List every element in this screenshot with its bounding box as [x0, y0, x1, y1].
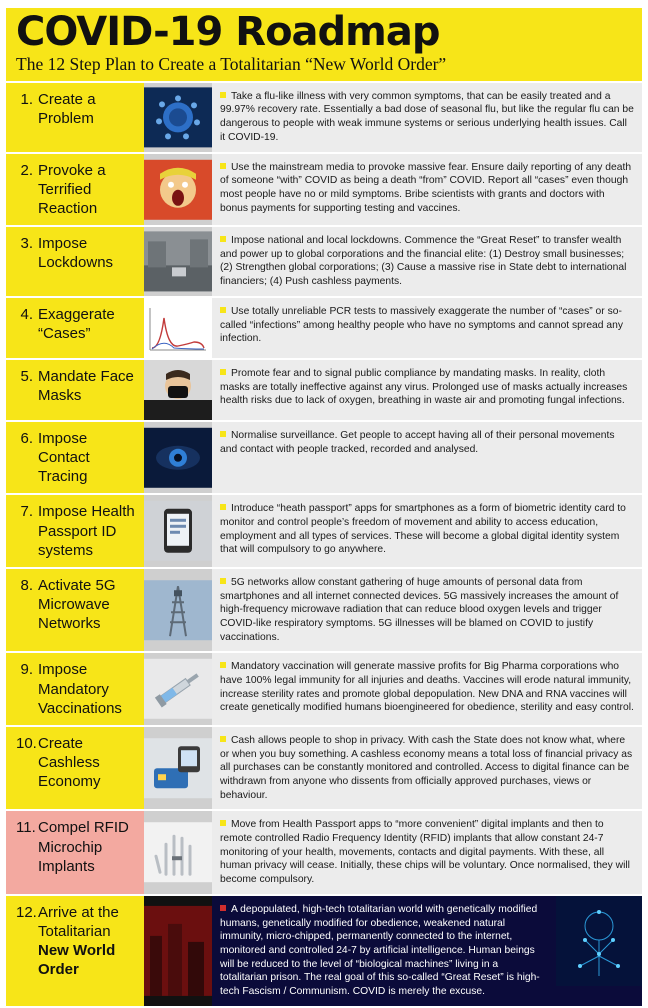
step-title: Impose Contact Tracing — [38, 429, 90, 486]
5g-mast-tower-image — [144, 569, 212, 651]
step-label — [6, 727, 144, 809]
step-label — [6, 422, 144, 494]
step-label — [6, 154, 144, 226]
step-number: 3. — [20, 235, 33, 253]
coronavirus-particle-image — [144, 83, 212, 152]
step-description: Mandatory vaccination will generate massive profits for Big Pharma corporations who have 100% legal immunity for all injuries and deaths. Vaccines will erode natural immunity, increase sterility rates and promote global depopulation. New DNA and RNA vaccines will create genetically modified humans bioengineered for obedience, sterility and easy control. — [212, 653, 642, 725]
step-number: 7. — [20, 503, 33, 521]
step-label — [6, 360, 144, 420]
step-number: 5. — [20, 367, 33, 385]
step-title: Create Cashless Economy — [38, 734, 101, 791]
step-number: 8. — [20, 576, 33, 594]
step-row — [6, 83, 642, 154]
step-description: Promote fear and to signal public compliance by mandating masks. In reality, cloth masks are totally ineffective against any virus. Prolonged use of masks actually increases health risks due to lack of oxygen, breathing in waste air and promoting fungal infections. — [212, 360, 642, 420]
step-number: 9. — [20, 661, 33, 679]
step-description: Use totally unreliable PCR tests to massively exaggerate the number of “cases” or so-called “infections” among healthy people who have no symptoms and cannot spread any infection. — [212, 298, 642, 358]
step-description: Normalise surveillance. Get people to accept having all of their personal movements and contact with people tracked, recorded and analysed. — [212, 422, 642, 494]
step-title: Exaggerate “Cases” — [38, 305, 115, 343]
step-title: Impose Lockdowns — [38, 235, 114, 272]
step-description: A depopulated, high-tech totalitarian world with genetically modified humans, genetically modified for obedience, weakened natural immunity, micro-chipped, permanently connected to the internet, monitored and controlled 24-7 by artificial intelligence. Human beings will be reduced to the level of “biological machines” living in a totalitarian prison. The real goal of this so-called “Great Reset” is high-tech Fascism / Communism. COVID is merely the excuse. — [212, 896, 556, 1006]
step-number: 11. — [16, 819, 36, 837]
step-row — [6, 422, 642, 496]
step-row — [6, 227, 642, 298]
surveillance-eye-image — [144, 422, 212, 494]
step-label — [6, 83, 144, 152]
step-description: Cash allows people to shop in privacy. With cash the State does not know what, where or when you buy something. A cashless economy means a total loss of financial privacy as all purchases can be constantly monitored and controlled. Access to digital finance can be withdrawn from anyone who dissents from officially approved purchases, views or behaviour. — [212, 727, 642, 809]
step-label — [6, 495, 144, 567]
step-title: Impose Health Passport ID systems — [38, 503, 135, 559]
step-title: Provoke a Terrified Reaction — [38, 161, 106, 217]
step-number: 1. — [20, 90, 33, 108]
step-number: 2. — [20, 161, 33, 179]
step-row — [6, 360, 642, 422]
step-description: Use the mainstream media to provoke massive fear. Ensure daily reporting of any death of someone “with” COVID as being a death “from” COVID. Report all “cases” even though most people have no or mild symptoms. Bribe scientists with grants and doctors with bonus payments for supporting testing and vaccines. — [212, 154, 642, 226]
step-row — [6, 653, 642, 727]
step-label — [6, 569, 144, 651]
step-row — [6, 495, 642, 569]
step-description: Introduce “heath passport” apps for smartphones as a form of biometric identity card to monitor and control people’s freedom of movement and ability to access education, employment and all types of services. These will become a global digital identity system that will compulsory to go anywhere. — [212, 495, 642, 567]
digital-human-network-image — [556, 896, 642, 1006]
step-label — [6, 811, 144, 893]
step-row — [6, 811, 642, 895]
step-title: Mandate Face Masks — [38, 367, 134, 405]
step-description: 5G networks allow constant gathering of huge amounts of personal data from smartphones and all internet connected devices. 5G massively increases the amount of high-frequency microwave radiation that can reduce blood oxygen levels and trigger COVID-like respiratory symptoms. 5G illnesses will be blamed on COVID to justify vaccinations. — [212, 569, 642, 651]
bullet-icon — [220, 431, 226, 437]
bullet-icon — [220, 504, 226, 510]
bullet-icon — [220, 369, 226, 375]
step-row — [6, 896, 642, 1008]
bullet-icon — [220, 662, 226, 668]
bullet-icon — [220, 92, 226, 98]
bullet-icon — [220, 736, 226, 742]
step-title: Arrive at the Totalitarian New World Order — [38, 903, 119, 979]
step-title: Impose Mandatory Vaccinations — [38, 661, 122, 717]
step-row — [6, 154, 642, 228]
step-label — [6, 298, 144, 358]
step-description: Move from Health Passport apps to “more convenient” digital implants and then to remote controlled Radio Frequency Identity (RFID) implants that allow constant 24-7 monitoring of your health, movements, contacts and digital payments. With these, all human privacy will cease. Initially, these chips will be voluntary. Once normalised, they will become compulsory. — [212, 811, 642, 893]
step-title: Activate 5G Microwave Networks — [38, 576, 116, 633]
step-label — [6, 653, 144, 725]
dystopian-city-image — [144, 896, 212, 1006]
hand-xray-microchip-image — [144, 811, 212, 893]
bullet-icon — [220, 236, 226, 242]
step-description: Impose national and local lockdowns. Commence the “Great Reset” to transfer wealth and power up to global corporations and the financial elite: (1) Destroy small businesses; (2) Strengthen global corporations; (3) Cause a massive rise in State debt to international financiers; (4) Push cashless payments. — [212, 227, 642, 296]
step-row — [6, 569, 642, 653]
empty-street-lockdown-image — [144, 227, 212, 296]
step-label — [6, 896, 144, 1006]
step-title: Create a Problem — [38, 90, 96, 127]
health-passport-phone-image — [144, 495, 212, 567]
step-title: Compel RFID Microchip Implants — [38, 819, 129, 875]
bullet-icon — [220, 820, 226, 826]
steps-list — [6, 83, 642, 1008]
bullet-icon — [220, 307, 226, 313]
step-number: 12. — [16, 903, 37, 921]
screaming-woman-pop-art-image — [144, 154, 212, 226]
page-title: COVID-19 Roadmap — [16, 9, 440, 55]
bullet-icon — [220, 163, 226, 169]
step-description: Take a flu-like illness with very common symptoms, that can be easily treated and a 99.97% recovery rate. Essentially a bad dose of seasonal flu, but like the regular flu can be dangerous to people with weak immune systems or serious underlying health issues. Call it COVID-19. — [212, 83, 642, 152]
step-number: 4. — [20, 305, 33, 323]
epidemic-curve-chart-image — [144, 298, 212, 358]
step-number: 10. — [16, 734, 37, 752]
page-subtitle: The 12 Step Plan to Create a Totalitarian “New World Order” — [16, 53, 447, 74]
poster-header — [6, 8, 642, 81]
step-row — [6, 298, 642, 360]
contactless-card-payment-image — [144, 727, 212, 809]
masked-man-in-suit-image — [144, 360, 212, 420]
bullet-icon — [220, 905, 226, 911]
step-row — [6, 727, 642, 811]
step-number: 6. — [20, 429, 33, 447]
step-label — [6, 227, 144, 296]
vaccine-syringe-image — [144, 653, 212, 725]
bullet-icon — [220, 578, 226, 584]
